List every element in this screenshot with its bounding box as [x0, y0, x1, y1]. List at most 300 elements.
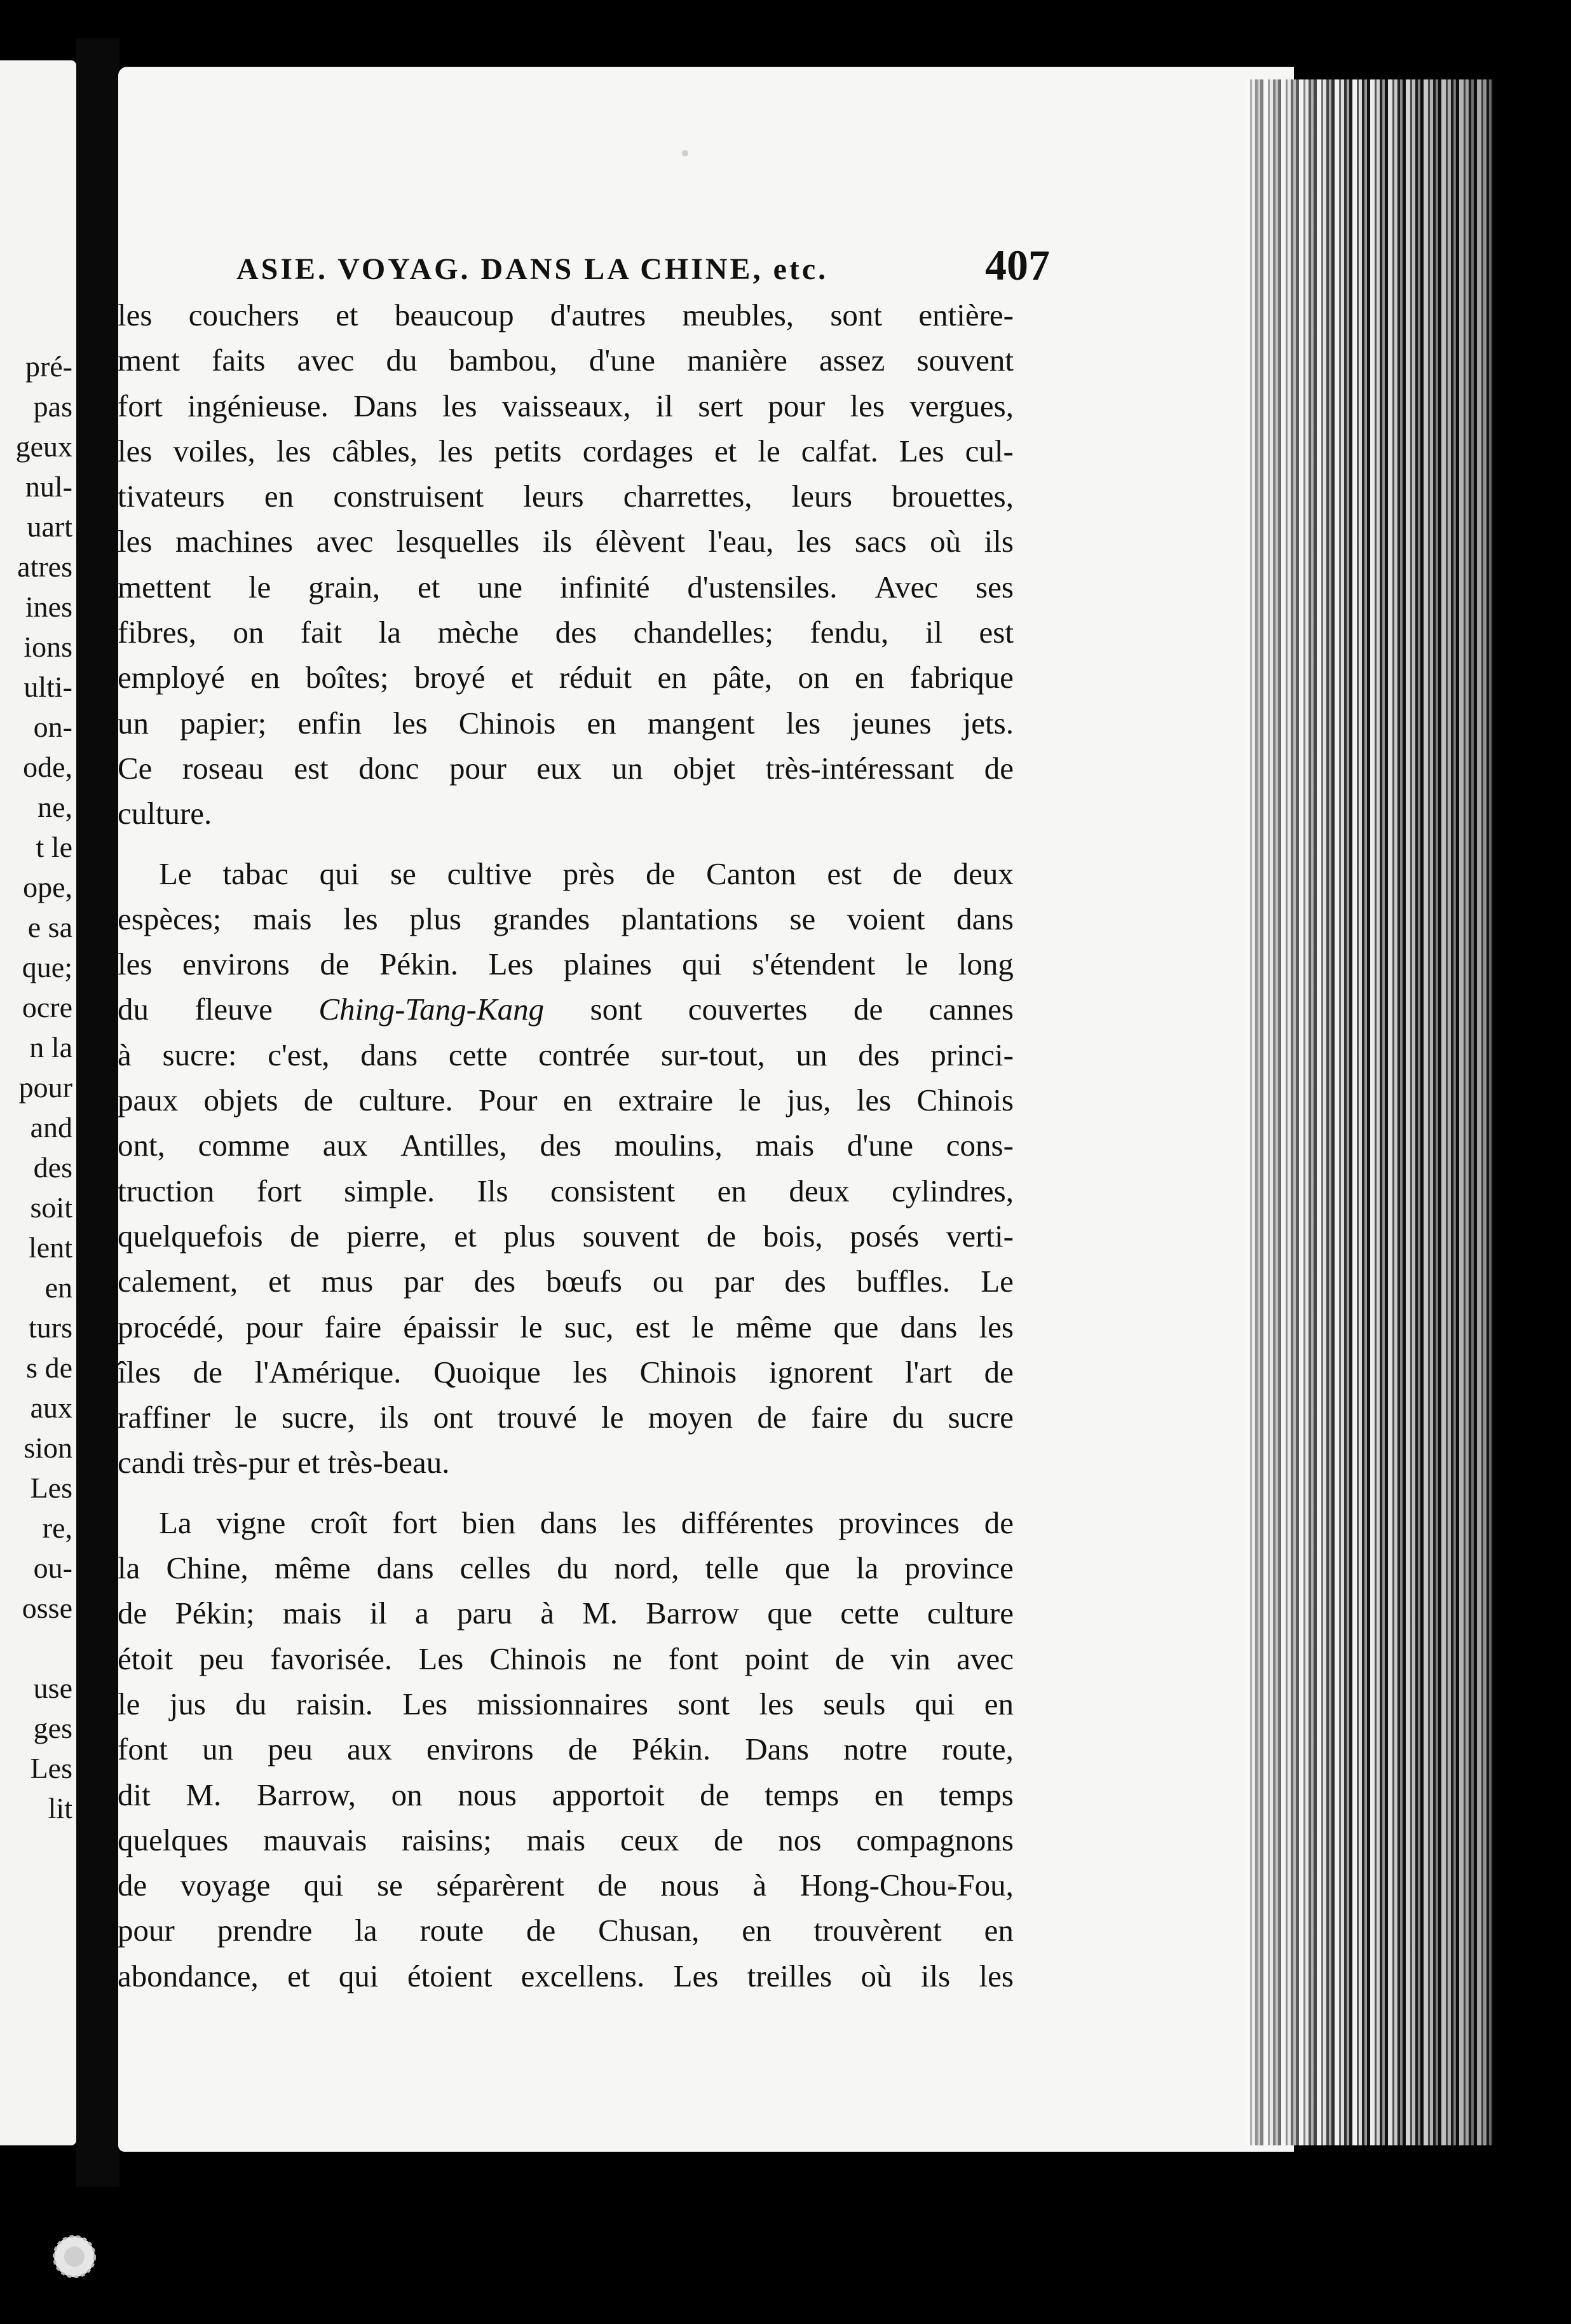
word: fort	[256, 1173, 302, 1208]
text-line	[118, 1123, 1014, 1168]
word: favorisée.	[270, 1641, 393, 1676]
word: en	[264, 479, 294, 514]
word: princi-	[930, 1037, 1014, 1072]
word: Les	[488, 947, 534, 982]
word: Chinois	[639, 1354, 737, 1390]
word: des	[555, 615, 597, 650]
word: Pékin.	[379, 947, 458, 982]
word: nous	[660, 1868, 719, 1903]
word: moyen	[648, 1400, 733, 1435]
word: les	[276, 433, 311, 468]
word: qui	[915, 1686, 955, 1721]
left-page-fragment: pour	[18, 1071, 72, 1104]
word: étoient	[407, 1958, 493, 1993]
text-line	[118, 1350, 1014, 1395]
left-page-fragment: ou-	[33, 1552, 72, 1584]
left-page-fragment: ges	[33, 1712, 72, 1744]
word: temps	[765, 1777, 840, 1812]
word: la	[855, 1550, 879, 1586]
word: quelques	[118, 1822, 229, 1857]
word: dans	[540, 1505, 597, 1540]
word: quelquefois	[118, 1218, 263, 1254]
word: sucre:	[162, 1037, 237, 1072]
word: paru	[456, 1596, 513, 1631]
word: Pékin.	[632, 1732, 711, 1767]
word: le	[235, 1400, 257, 1435]
word: les	[442, 388, 477, 423]
word: de	[706, 1218, 737, 1254]
text-line	[118, 292, 1014, 338]
left-page-fragment: s de	[26, 1351, 72, 1384]
word: consistent	[550, 1173, 676, 1208]
text-line	[118, 701, 1014, 746]
word: en	[854, 660, 885, 695]
word: bambou,	[449, 343, 557, 378]
word: Le	[159, 856, 192, 891]
word: ils	[542, 524, 573, 559]
word: en	[717, 1173, 747, 1208]
word: voiles,	[173, 433, 255, 468]
word: route,	[941, 1732, 1014, 1767]
text-line	[118, 1032, 1014, 1077]
word: fendu,	[810, 615, 889, 650]
word: fibres,	[118, 615, 196, 650]
word: ils	[920, 1958, 951, 1993]
word: petits	[494, 433, 562, 468]
word: des	[858, 1037, 900, 1072]
word: mèche	[437, 615, 519, 650]
library-stamp-icon	[46, 2228, 103, 2285]
word: les	[439, 433, 473, 468]
word: il	[655, 388, 674, 423]
word: est	[635, 1309, 670, 1344]
word: moulins,	[614, 1128, 723, 1163]
word: font	[118, 1732, 168, 1767]
word: pour	[118, 1913, 175, 1948]
word: employé	[118, 660, 225, 695]
word: élèvent	[595, 524, 686, 559]
word: couchers	[188, 297, 299, 332]
word: le	[738, 1083, 761, 1118]
word: de	[757, 1400, 787, 1435]
word: procédé,	[118, 1309, 224, 1344]
word: boîtes;	[305, 660, 389, 695]
text-line	[118, 1772, 1014, 1817]
word: dit	[118, 1777, 151, 1812]
word: fort	[391, 1505, 437, 1540]
word: les	[118, 433, 153, 468]
word: l'art	[904, 1354, 952, 1390]
word: ont,	[118, 1128, 165, 1163]
text-line	[118, 1817, 1014, 1863]
text-line	[118, 896, 1014, 941]
word: à	[118, 1037, 132, 1072]
word: on	[233, 615, 264, 650]
word: objet	[673, 750, 736, 786]
word: ou	[652, 1264, 684, 1299]
word: que	[767, 1596, 813, 1631]
word: de	[320, 947, 350, 982]
text-line	[118, 1863, 1014, 1908]
word: buffles.	[856, 1264, 951, 1299]
word: raisins;	[402, 1822, 492, 1857]
word: Chusan,	[598, 1913, 700, 1948]
text-line	[118, 1953, 1014, 1999]
text-line	[118, 851, 1014, 896]
page-body-text	[118, 292, 1014, 1999]
word: pour	[245, 1309, 303, 1344]
word: épaissir	[403, 1309, 499, 1344]
left-page-fragment: ope,	[23, 871, 72, 903]
word: sur-tout,	[661, 1037, 765, 1072]
word: des	[540, 1128, 581, 1163]
word: où	[860, 1958, 892, 1993]
word: du	[557, 1550, 588, 1586]
text-line	[118, 1259, 1014, 1304]
word: à	[752, 1868, 767, 1903]
word: une	[477, 569, 523, 605]
word: deux	[953, 856, 1014, 891]
word: avec	[316, 524, 374, 559]
word: nos	[778, 1822, 822, 1857]
left-page-fragment: pas	[33, 390, 72, 423]
word: c'est,	[268, 1037, 330, 1072]
word: leurs	[791, 479, 852, 514]
word: même	[274, 1550, 351, 1586]
word: seuls	[823, 1686, 886, 1721]
word: abondance,	[118, 1958, 259, 1993]
word: de	[290, 1218, 320, 1254]
word: que	[833, 1309, 879, 1344]
word: leurs	[523, 479, 584, 514]
word: route	[419, 1913, 484, 1948]
word: fort	[118, 388, 163, 423]
word: très-beau.	[327, 1445, 450, 1480]
word: mais	[755, 1128, 815, 1163]
word: eux	[536, 750, 582, 786]
word: souvent	[916, 343, 1014, 378]
word: avec	[956, 1641, 1014, 1676]
left-page-fragment: lit	[48, 1792, 72, 1824]
text-line	[118, 1395, 1014, 1440]
word: où	[930, 524, 962, 559]
word: jets.	[962, 705, 1014, 741]
text-line	[118, 519, 1014, 564]
word: d'une	[588, 343, 655, 378]
word: de	[646, 856, 676, 891]
word: il	[925, 615, 943, 650]
word: compagnons	[856, 1822, 1014, 1857]
word: jeunes	[852, 705, 932, 741]
word: et	[268, 1264, 291, 1299]
word: Ils	[477, 1173, 508, 1208]
word: les	[979, 1958, 1014, 1993]
word: de	[700, 1777, 730, 1812]
word: ses	[976, 569, 1014, 605]
word: les	[759, 1686, 794, 1721]
word: différentes	[681, 1505, 814, 1540]
word: point	[744, 1641, 809, 1676]
text-line	[118, 746, 1014, 791]
word: cette	[840, 1596, 899, 1631]
running-head-title: ASIE. VOYAG. DANS LA CHINE, etc.	[236, 252, 829, 286]
word: ment	[118, 343, 180, 378]
word: très-pur	[193, 1445, 298, 1480]
word: câbles,	[332, 433, 418, 468]
text-line	[118, 383, 1014, 428]
word: un	[202, 1732, 234, 1767]
word: mangent	[647, 705, 755, 741]
word: cordages	[582, 433, 693, 468]
left-page-fragment: nul-	[25, 470, 72, 503]
word: Les	[899, 433, 944, 468]
word: réduit	[559, 660, 632, 695]
word: sucre	[948, 1400, 1014, 1435]
word: Barrow,	[256, 1777, 356, 1812]
word: trouvèrent	[813, 1913, 942, 1948]
text-line	[118, 338, 1014, 383]
word: le	[118, 1686, 140, 1721]
word: le	[905, 947, 928, 982]
word: ignorent	[768, 1354, 873, 1390]
word: espèces;	[118, 901, 222, 936]
left-page-edge	[0, 60, 76, 2145]
left-page-fragment	[0, 1628, 72, 1668]
text-line	[118, 1304, 1014, 1350]
word: verti-	[946, 1218, 1014, 1254]
word: les	[796, 524, 832, 559]
left-page-fragment: n la	[29, 1031, 72, 1063]
word: cannes	[928, 992, 1014, 1027]
word: papier;	[180, 705, 267, 741]
word: il	[369, 1596, 387, 1631]
word: les	[343, 901, 378, 936]
left-page-fragment: on-	[33, 711, 72, 743]
word: fleuve	[194, 992, 273, 1027]
text-line	[118, 941, 1014, 987]
word: chandelles;	[633, 615, 773, 650]
text-line	[118, 428, 1014, 474]
word: faire	[811, 1400, 868, 1435]
word: dans	[360, 1037, 418, 1072]
word: sacs	[854, 524, 907, 559]
word: ils	[379, 1400, 409, 1435]
text-line	[118, 1440, 1014, 1485]
left-page-fragment: pré-	[25, 350, 72, 383]
text-line	[118, 1590, 1014, 1636]
word: Les	[673, 1958, 719, 1993]
word: croît	[310, 1505, 368, 1540]
word: est	[827, 856, 862, 891]
word: dans	[376, 1550, 434, 1586]
word: trouvé	[497, 1400, 577, 1435]
word: très-intéressant	[765, 750, 955, 786]
word: environs	[426, 1732, 534, 1767]
word: Ching-Tang-Kang	[318, 992, 545, 1027]
word: Antilles,	[400, 1128, 507, 1163]
word: Canton	[706, 856, 796, 891]
word: cul-	[965, 433, 1014, 468]
word: jus	[169, 1686, 206, 1721]
word: et	[336, 297, 358, 332]
word: missionnaires	[477, 1686, 648, 1721]
left-page-fragment: Les	[30, 1752, 72, 1784]
text-line	[118, 791, 1014, 836]
word: voient	[847, 901, 925, 936]
left-page-fragment: ne,	[37, 791, 72, 823]
word: environs	[182, 947, 290, 982]
word: en	[657, 660, 687, 695]
word: raffiner	[118, 1400, 210, 1435]
word: en	[587, 705, 616, 741]
left-page-fragment: ines	[25, 591, 72, 623]
word: candi	[118, 1445, 193, 1480]
word: Pékin;	[175, 1596, 255, 1631]
word: vaisseaux,	[501, 388, 631, 423]
text-line	[118, 610, 1014, 655]
word: du	[118, 992, 149, 1027]
word: bœufs	[546, 1264, 622, 1299]
word: près	[562, 856, 615, 891]
word: machines	[175, 524, 294, 559]
word: contrée	[538, 1037, 630, 1072]
word: objets	[203, 1083, 278, 1118]
word: pâte,	[712, 660, 773, 695]
text-line	[118, 987, 1014, 1032]
left-page-fragment: atres	[17, 550, 72, 583]
word: temps	[939, 1777, 1014, 1812]
word: Les	[418, 1641, 464, 1676]
word: grain,	[308, 569, 381, 605]
left-page-fragment: uart	[27, 510, 72, 543]
word: sont	[677, 1686, 730, 1721]
left-page-fragment: re,	[42, 1512, 72, 1544]
word: les	[979, 1309, 1014, 1344]
word: Barrow	[646, 1596, 740, 1631]
text-line	[118, 474, 1014, 519]
word: entière-	[918, 297, 1014, 332]
left-page-fragment: geux	[15, 430, 72, 463]
word: la	[355, 1913, 377, 1948]
word: est	[294, 750, 329, 786]
word: le	[520, 1309, 543, 1344]
word: Avec	[874, 569, 939, 605]
word: prendre	[217, 1913, 313, 1948]
left-page-fragment: ulti-	[24, 671, 72, 703]
word: province	[904, 1550, 1014, 1586]
word: les	[856, 1083, 892, 1118]
word: les	[118, 524, 153, 559]
word: et	[417, 569, 440, 605]
word: tivateurs	[118, 479, 225, 514]
word: a	[415, 1596, 429, 1631]
word: est	[979, 615, 1014, 650]
word: broyé	[414, 660, 486, 695]
word: de	[834, 1641, 865, 1676]
left-page-fragment: use	[33, 1672, 72, 1704]
page-number: 407	[985, 241, 1050, 289]
left-page-fragment: osse	[22, 1592, 72, 1624]
word: extraire	[618, 1083, 714, 1118]
word: vergues,	[909, 388, 1014, 423]
word: et	[454, 1218, 477, 1254]
word: de	[853, 992, 883, 1027]
word: à	[540, 1596, 554, 1631]
word: comme	[198, 1128, 290, 1163]
word: les	[622, 1505, 656, 1540]
word: deux	[789, 1173, 850, 1208]
word: d'ustensiles.	[687, 569, 838, 605]
word: les	[573, 1354, 608, 1390]
word: Le	[981, 1264, 1014, 1299]
word: vigne	[216, 1505, 286, 1540]
word: de	[984, 1505, 1014, 1540]
word: telle	[705, 1550, 759, 1586]
word: dans	[900, 1309, 958, 1344]
word: sont	[590, 992, 643, 1027]
word: un	[611, 750, 643, 786]
word: Dans	[353, 388, 418, 423]
word: sert	[698, 388, 744, 423]
word: Chinois	[458, 705, 556, 741]
word: les	[850, 388, 885, 423]
word: culture.	[118, 796, 212, 831]
word: mauvais	[263, 1822, 367, 1857]
word: l'eau,	[708, 524, 774, 559]
word: Hong-Chou-Fou,	[799, 1868, 1014, 1903]
left-page-fragment: Les	[30, 1472, 72, 1504]
word: la	[118, 1550, 140, 1586]
word: que	[785, 1550, 830, 1586]
word: le	[691, 1309, 714, 1344]
word: couvertes	[688, 992, 808, 1027]
word: dans	[956, 901, 1014, 936]
word: du	[386, 343, 418, 378]
word: assez	[819, 343, 885, 378]
word: par	[714, 1264, 754, 1299]
word: de	[597, 1868, 627, 1903]
left-page-fragment: lent	[29, 1231, 72, 1264]
word: infinité	[559, 569, 650, 605]
word: ils	[984, 524, 1014, 559]
word: Pour	[479, 1083, 538, 1118]
left-page-fragment: ode,	[23, 751, 72, 783]
word: mais	[526, 1822, 586, 1857]
word: ingénieuse.	[187, 388, 329, 423]
word: culture	[927, 1596, 1014, 1631]
word: excellens.	[520, 1958, 645, 1993]
word: le	[758, 433, 780, 468]
word: de	[714, 1822, 744, 1857]
word: et	[297, 1445, 328, 1480]
text-line	[118, 1681, 1014, 1726]
word: provinces	[838, 1505, 960, 1540]
word: raisin.	[296, 1686, 373, 1721]
word: un	[796, 1037, 827, 1072]
word: la	[378, 615, 401, 650]
word: fait	[300, 615, 343, 650]
word: faits	[212, 343, 266, 378]
word: paux	[118, 1083, 179, 1118]
text-line	[118, 1213, 1014, 1259]
word: lesquelles	[396, 524, 520, 559]
word: de	[118, 1596, 147, 1631]
word: se	[390, 856, 416, 891]
word: mais	[282, 1596, 342, 1631]
word: meubles,	[682, 297, 794, 332]
word: les	[118, 947, 153, 982]
word: sucre,	[282, 1400, 355, 1435]
